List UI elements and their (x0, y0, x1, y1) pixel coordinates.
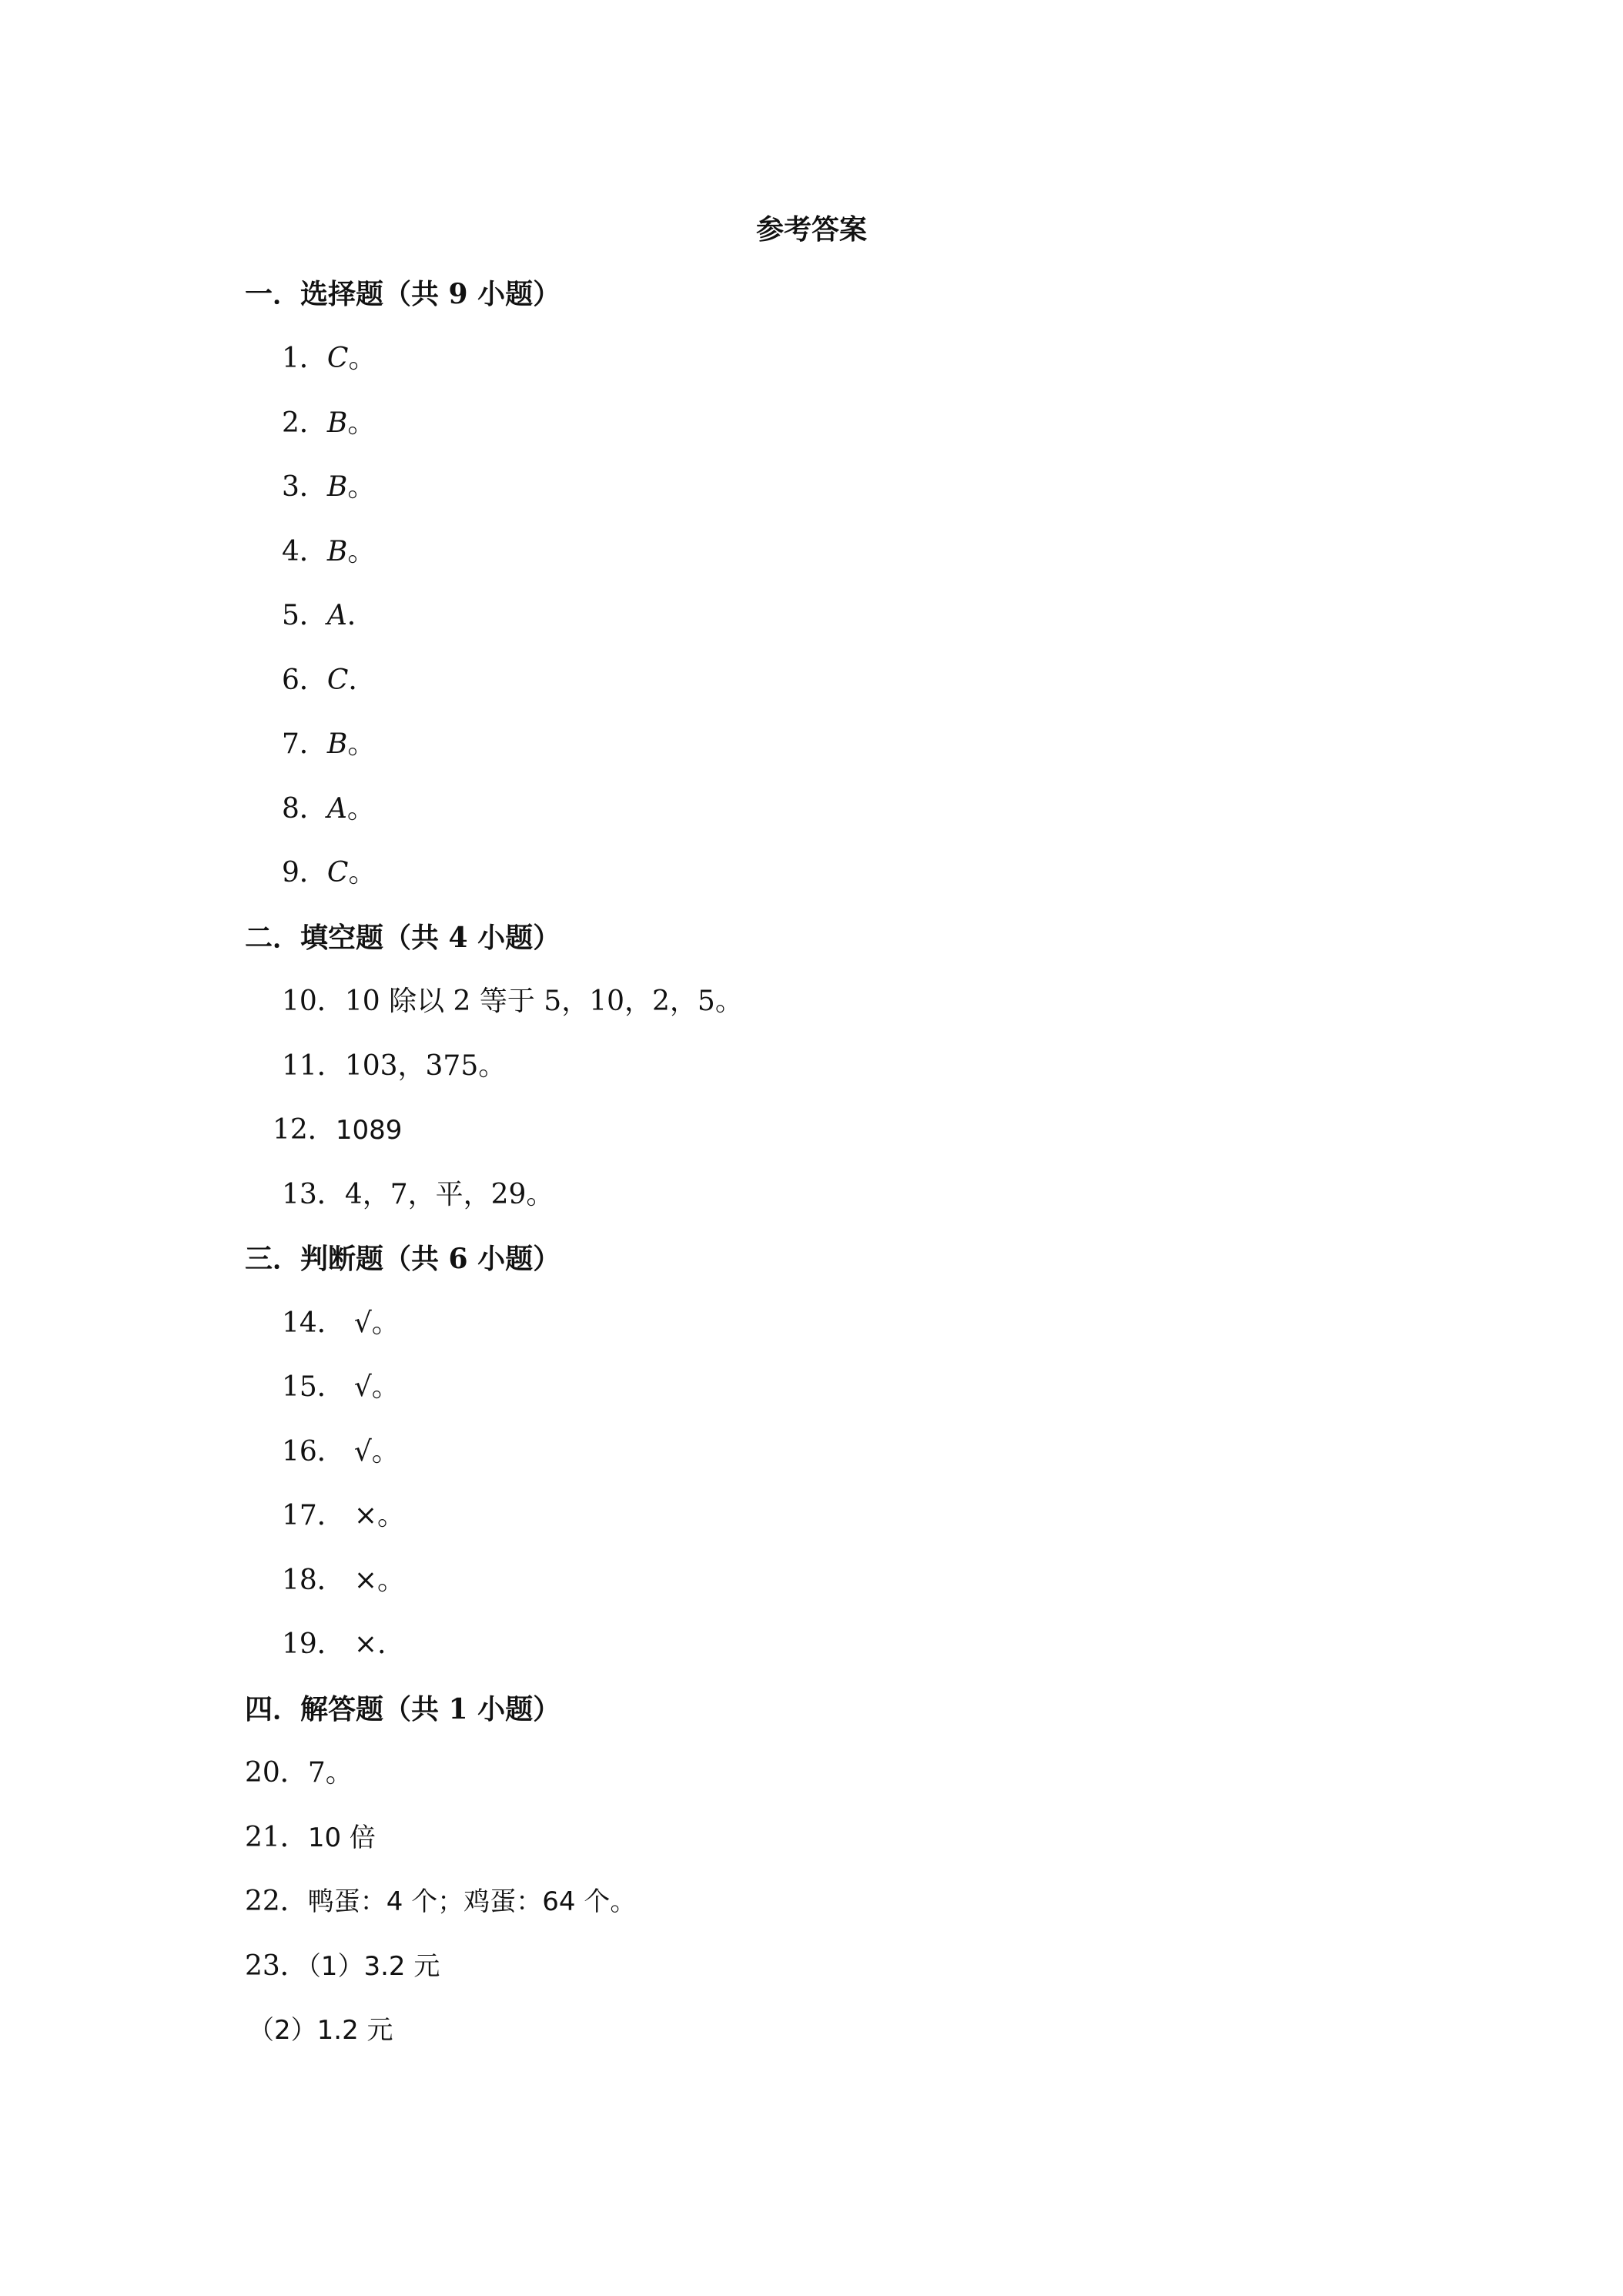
item-answer: √。 (353, 1371, 400, 1403)
item-number: 6． (282, 664, 327, 696)
item-answer: √。 (353, 1307, 400, 1339)
item-suffix: 。 (347, 407, 376, 439)
item-answer: 鸭蛋：4 个；鸡蛋：64 个。 (307, 1886, 637, 1917)
answer-item (282, 529, 375, 575)
item-answer: A (326, 600, 347, 631)
item-number: 8． (282, 793, 327, 825)
answer-item (282, 464, 375, 510)
item-answer: √。 (353, 1436, 400, 1468)
item-number: 1． (282, 343, 327, 374)
item-number: 19． (282, 1628, 345, 1660)
item-answer: （2）1.2 元 (248, 2015, 393, 2046)
item-answer: 103，375。 (344, 1050, 507, 1082)
item-suffix: 。 (347, 471, 376, 503)
answer-item (282, 1493, 405, 1539)
item-number: 15． (282, 1371, 345, 1403)
item-answer: 1089 (335, 1115, 403, 1146)
item-number: 21． (245, 1822, 308, 1853)
answer-item (282, 336, 376, 382)
answer-item (282, 658, 376, 704)
section-heading-choice: 一．选择题（共 9 小题） (245, 278, 561, 310)
item-answer: 4，7，平，29。 (344, 1179, 554, 1210)
answer-item (282, 1364, 400, 1411)
item-answer: C (326, 857, 349, 889)
item-answer: B (326, 407, 348, 439)
item-answer: ×。 (353, 1565, 405, 1596)
item-number: 20． (245, 1757, 308, 1789)
page-title: 参考答案 (755, 213, 867, 246)
section-heading-fill: 二．填空题（共 4 小题） (245, 922, 561, 954)
answer-item (282, 721, 375, 768)
item-suffix: ． (346, 600, 375, 631)
answer-item (248, 2007, 393, 2053)
item-answer: （1）3.2 元 (307, 1951, 440, 1982)
item-number: 14． (282, 1307, 345, 1339)
item-answer: A (326, 793, 347, 825)
answer-item (245, 1879, 636, 1925)
answer-item (273, 1107, 402, 1153)
item-answer: B (326, 728, 348, 760)
answer-item (282, 1429, 400, 1475)
answer-item (245, 1943, 440, 1990)
item-answer: ×. (353, 1628, 387, 1660)
item-number: 18． (282, 1565, 345, 1596)
item-number: 12． (273, 1114, 336, 1146)
answer-item (282, 593, 375, 639)
item-number: 16． (282, 1436, 345, 1468)
item-number: 9． (282, 857, 327, 889)
item-suffix: 。 (346, 793, 375, 825)
item-suffix: 。 (348, 857, 376, 889)
item-number: 7． (282, 728, 327, 760)
item-answer: B (326, 471, 348, 503)
item-answer: 10 倍 (307, 1822, 376, 1853)
item-number: 10． (282, 986, 345, 1017)
item-answer: C (326, 343, 349, 374)
item-answer: 7。 (307, 1757, 353, 1789)
item-number: 4． (282, 536, 327, 567)
item-number: 2． (282, 407, 327, 439)
answer-item (282, 786, 375, 832)
answer-item (282, 1300, 400, 1347)
item-number: 17． (282, 1500, 345, 1531)
item-answer: B (326, 536, 348, 567)
answer-item (282, 400, 375, 447)
item-number: 11． (282, 1050, 345, 1082)
answer-item (245, 1815, 376, 1861)
item-number: 22． (245, 1886, 308, 1917)
answer-item (282, 1172, 554, 1218)
item-answer: 10 除以 2 等于 5，10，2，5。 (344, 986, 743, 1017)
item-suffix: ． (348, 664, 376, 696)
item-suffix: 。 (347, 728, 376, 760)
item-number: 23． (245, 1950, 308, 1982)
answer-item (282, 850, 376, 896)
item-number: 3． (282, 471, 327, 503)
item-suffix: 。 (348, 343, 376, 374)
item-answer: C (326, 664, 349, 696)
item-answer: ×。 (353, 1500, 405, 1531)
answer-item (282, 1043, 506, 1089)
answer-item (282, 979, 743, 1025)
item-suffix: 。 (347, 536, 376, 567)
item-number: 5． (282, 600, 327, 631)
section-heading-judge: 三．判断题（共 6 小题） (245, 1243, 561, 1275)
answer-item (282, 1558, 405, 1604)
section-heading-solve: 四．解答题（共 1 小题） (245, 1693, 561, 1725)
answer-item (282, 1622, 386, 1668)
answer-item (245, 1750, 353, 1796)
item-number: 13． (282, 1179, 345, 1210)
